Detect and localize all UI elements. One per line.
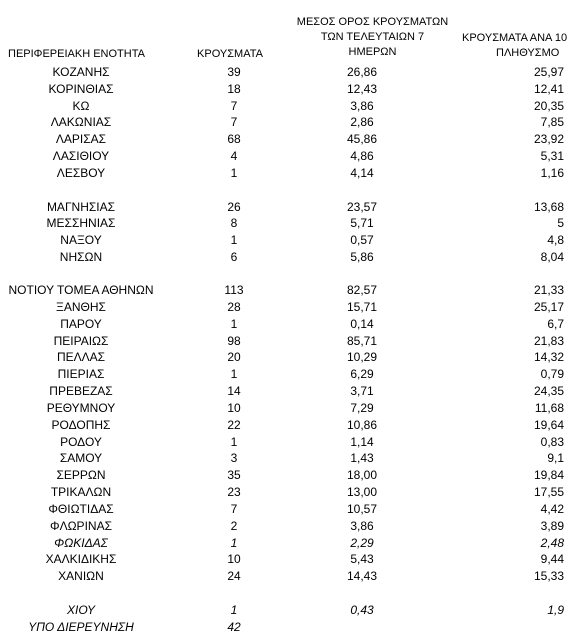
average-cell: 85,71	[346, 334, 378, 348]
per-population-cell: 13,68	[533, 200, 564, 214]
per-population-cell: 4,8	[547, 233, 564, 247]
table-row	[0, 131, 575, 148]
per-population-cell: 1,9	[547, 603, 564, 617]
cases-cell: 7	[230, 99, 238, 113]
cases-cell: 28	[227, 300, 241, 314]
region-name-cell: ΡΕΘΥΜΝΟΥ	[46, 401, 116, 415]
cases-cell: 23	[227, 485, 241, 499]
per-population-cell: 19,64	[533, 418, 564, 432]
per-population-cell: 25,17	[533, 300, 564, 314]
region-name-cell: ΜΑΓΝΗΣΙΑΣ	[46, 200, 116, 214]
per-population-cell: 23,92	[533, 132, 564, 146]
region-name-cell: ΛΑΣΙΘΙΟΥ	[52, 149, 110, 163]
cases-cell: 1	[230, 435, 238, 449]
average-cell: 5,71	[350, 216, 374, 230]
cases-cell: 42	[227, 620, 241, 634]
per-population-cell: 20,35	[533, 99, 564, 113]
per-population-cell: 1,16	[540, 166, 564, 180]
header-per-line-2: ΠΛΗΘΥΣΜΟ	[496, 47, 560, 59]
per-population-cell: 21,33	[533, 283, 564, 297]
per-population-cell: 11,68	[534, 401, 564, 415]
cases-cell: 3	[230, 451, 238, 465]
per-population-cell: 0,83	[540, 435, 564, 449]
region-name-cell: ΧΙΟΥ	[66, 603, 96, 617]
cases-cell: 35	[227, 468, 241, 482]
region-name-cell: ΣΑΜΟΥ	[59, 451, 103, 465]
average-cell: 13,00	[346, 485, 378, 499]
region-name-cell: ΣΕΡΡΩΝ	[56, 468, 106, 482]
average-cell: 3,86	[350, 519, 374, 533]
per-population-cell: 24,35	[533, 384, 564, 398]
region-name-cell: ΠΕΙΡΑΙΩΣ	[53, 334, 109, 348]
per-population-cell: 5	[557, 216, 564, 230]
average-cell: 0,43	[350, 603, 374, 617]
average-cell: 45,86	[346, 132, 378, 146]
table-row	[0, 568, 575, 585]
table-row	[0, 518, 575, 535]
cases-cell: 18	[227, 82, 241, 96]
per-population-cell: 9,44	[540, 552, 564, 566]
region-name-cell: ΠΙΕΡΙΑΣ	[57, 367, 105, 381]
header-region: ΠΕΡΙΦΕΡΕΙΑΚΗ ΕΝΟΤΗΤΑ	[8, 48, 145, 60]
average-cell: 3,71	[350, 384, 374, 398]
average-cell: 2,86	[350, 115, 374, 129]
table-row	[0, 148, 575, 165]
cases-cell: 6	[230, 250, 238, 264]
average-cell: 6,29	[350, 367, 374, 381]
average-cell: 3,86	[350, 99, 374, 113]
cases-cell: 1	[230, 536, 238, 550]
cases-cell: 39	[227, 65, 241, 79]
table-row	[0, 64, 575, 81]
cases-cell: 1	[230, 317, 238, 331]
cases-cell: 24	[227, 569, 241, 583]
table-row	[0, 165, 575, 182]
region-name-cell: ΧΑΛΚΙΔΙΚΗΣ	[45, 552, 117, 566]
table-row	[0, 199, 575, 216]
per-population-cell: 19,84	[533, 468, 564, 482]
average-cell: 10,29	[346, 350, 378, 364]
per-population-cell: 12,41	[533, 82, 564, 96]
average-cell: 23,57	[346, 200, 378, 214]
table-row	[0, 551, 575, 568]
table-row	[0, 467, 575, 484]
cases-cell: 10	[227, 552, 241, 566]
average-cell: 14,43	[346, 569, 378, 583]
per-population-cell: 6,7	[547, 317, 564, 331]
region-name-cell: ΛΑΚΩΝΙΑΣ	[50, 115, 112, 129]
average-cell: 0,14	[350, 317, 374, 331]
region-name-cell: ΤΡΙΚΑΛΩΝ	[50, 485, 112, 499]
region-name-cell: ΝΑΞΟΥ	[60, 233, 102, 247]
region-name-cell: ΛΕΣΒΟΥ	[56, 166, 106, 180]
table-row	[0, 333, 575, 350]
region-name-cell: ΡΟΔΟΠΗΣ	[51, 418, 111, 432]
table-row	[0, 366, 575, 383]
per-population-cell: 14,32	[533, 350, 564, 364]
region-name-cell: ΧΑΝΙΩΝ	[58, 569, 104, 583]
table-row	[0, 349, 575, 366]
cases-cell: 113	[224, 283, 244, 297]
cases-cell: 20	[227, 350, 241, 364]
table-row	[0, 81, 575, 98]
cases-cell: 68	[227, 132, 241, 146]
average-cell: 4,86	[350, 149, 374, 163]
table-row	[0, 417, 575, 434]
region-name-cell: ΝΗΣΩΝ	[59, 250, 103, 264]
per-population-cell: 25,97	[533, 65, 564, 79]
average-cell: 10,57	[346, 502, 378, 516]
average-cell: 0,57	[350, 233, 374, 247]
table-row	[0, 501, 575, 518]
average-cell: 1,43	[350, 451, 374, 465]
cases-cell: 98	[227, 334, 241, 348]
per-population-cell: 9,1	[547, 451, 564, 465]
table-row	[0, 619, 575, 636]
cases-cell: 1	[230, 233, 238, 247]
region-name-cell: ΞΑΝΘΗΣ	[56, 300, 106, 314]
table-row	[0, 602, 575, 619]
per-population-cell: 21,83	[533, 334, 564, 348]
cases-cell: 22	[227, 418, 241, 432]
average-cell: 15,71	[346, 300, 378, 314]
table-row	[0, 400, 575, 417]
region-name-cell: ΠΕΛΛΑΣ	[56, 350, 106, 364]
table-row	[0, 316, 575, 333]
average-cell: 5,43	[350, 552, 374, 566]
header-seven-day-average	[290, 15, 455, 60]
header-avg-line-1: ΜΕΣΟΣ ΟΡΟΣ ΚΡΟΥΣΜΑΤΩΝ	[296, 16, 449, 28]
region-name-cell: ΦΘΙΩΤΙΔΑΣ	[48, 502, 114, 516]
average-cell: 82,57	[346, 283, 378, 297]
per-population-cell: 15,33	[533, 569, 564, 583]
cases-cell: 2	[230, 519, 238, 533]
average-cell: 4,14	[350, 166, 374, 180]
region-name-cell: ΥΠΟ ΔΙΕΡΕΥΝΗΣΗ	[28, 620, 134, 634]
cases-cell: 7	[230, 115, 238, 129]
table-row	[0, 282, 575, 299]
cases-cell: 1	[230, 603, 238, 617]
average-cell: 5,86	[350, 250, 374, 264]
cases-cell: 4	[230, 149, 238, 163]
cases-cell: 10	[227, 401, 241, 415]
cases-cell: 1	[230, 367, 238, 381]
region-name-cell: ΦΩΚΙΔΑΣ	[54, 536, 108, 550]
average-cell: 10,86	[346, 418, 378, 432]
per-population-cell: 8,04	[540, 250, 564, 264]
header-avg-line-3: ΗΜΕΡΩΝ	[348, 46, 397, 58]
header-avg-line-2: ΤΩΝ ΤΕΛΕΥΤΑΙΩΝ 7	[320, 31, 425, 43]
per-population-cell: 5,31	[540, 149, 564, 163]
table-row	[0, 484, 575, 501]
region-name-cell: ΠΑΡΟΥ	[60, 317, 102, 331]
average-cell: 2,29	[350, 536, 374, 550]
table-row	[0, 299, 575, 316]
region-name-cell: ΡΟΔΟΥ	[60, 435, 102, 449]
table-row	[0, 450, 575, 467]
region-name-cell: ΦΛΩΡΙΝΑΣ	[50, 519, 112, 533]
table-row	[0, 114, 575, 131]
region-name-cell: ΜΕΣΣΗΝΙΑΣ	[46, 216, 116, 230]
cases-cell: 26	[227, 200, 241, 214]
average-cell: 26,86	[346, 65, 378, 79]
per-population-cell: 4,42	[540, 502, 564, 516]
header-per-line-1: ΚΡΟΥΣΜΑΤΑ ΑΝΑ 10	[462, 32, 568, 44]
average-cell: 18,00	[346, 468, 378, 482]
per-population-cell: 3,89	[540, 519, 564, 533]
region-name-cell: ΚΩ	[72, 99, 90, 113]
table-row	[0, 215, 575, 232]
average-cell: 7,29	[350, 401, 374, 415]
region-name-cell: ΝΟΤΙΟΥ ΤΟΜΕΑ ΑΘΗΝΩΝ	[8, 283, 154, 297]
region-name-cell: ΚΟΖΑΝΗΣ	[52, 65, 110, 79]
header-cases-per-population	[462, 31, 575, 61]
per-population-cell: 17,55	[533, 485, 564, 499]
per-population-cell: 7,85	[540, 115, 564, 129]
table-row	[0, 98, 575, 115]
per-population-cell: 0,79	[540, 367, 564, 381]
table-row	[0, 383, 575, 400]
cases-cell: 7	[230, 502, 238, 516]
region-name-cell: ΛΑΡΙΣΑΣ	[55, 132, 107, 146]
average-cell: 1,14	[350, 435, 374, 449]
cases-cell: 1	[230, 166, 238, 180]
table-row	[0, 249, 575, 266]
per-population-cell: 2,48	[540, 536, 564, 550]
table-row	[0, 535, 575, 552]
table-row	[0, 232, 575, 249]
region-name-cell: ΠΡΕΒΕΖΑΣ	[49, 384, 113, 398]
table-row	[0, 434, 575, 451]
cases-cell: 14	[227, 384, 241, 398]
header-cases: ΚΡΟΥΣΜΑΤΑ	[197, 48, 263, 60]
region-name-cell: ΚΟΡΙΝΘΙΑΣ	[48, 82, 114, 96]
cases-cell: 8	[230, 216, 238, 230]
average-cell: 12,43	[346, 82, 378, 96]
